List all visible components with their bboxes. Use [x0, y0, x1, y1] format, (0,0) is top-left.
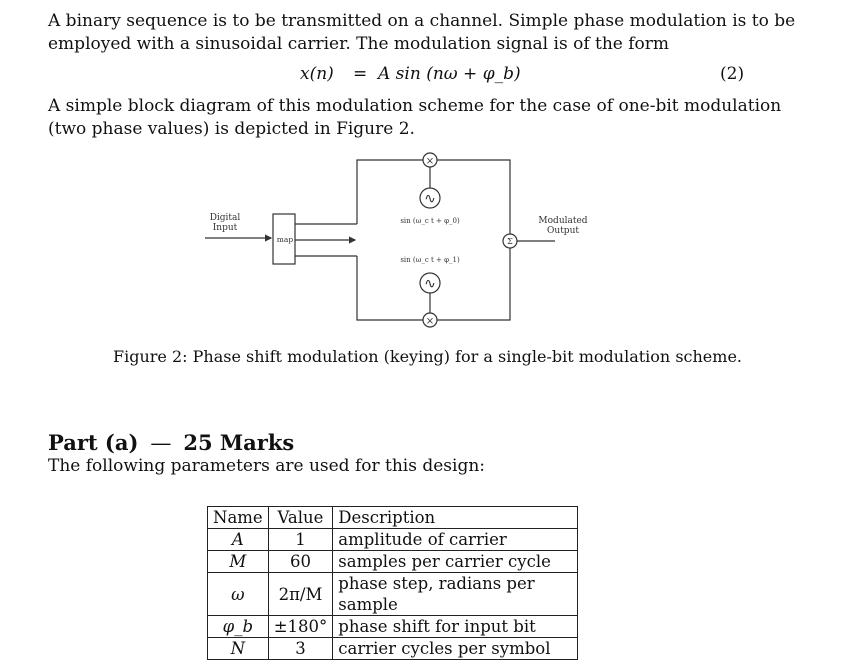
table-row	[208, 616, 578, 638]
output-label-1: Modulated	[538, 216, 588, 226]
input-label-2: Input	[212, 223, 238, 233]
param-name: M	[208, 551, 269, 573]
equation-rhs: A sin (nω + φ_b)	[378, 64, 521, 84]
lower-mult-icon: ×	[425, 316, 435, 327]
param-description: phase shift for input bit	[333, 616, 578, 638]
param-value: 60	[268, 551, 333, 573]
param-name: φ_b	[208, 616, 269, 638]
lower-sine-icon: ∿	[424, 276, 436, 292]
param-description: carrier cycles per symbol	[333, 638, 578, 660]
equation-number: (2)	[720, 64, 745, 84]
param-value: 2π/M	[268, 573, 333, 616]
table-row	[208, 551, 578, 573]
param-value: ±180°	[268, 616, 333, 638]
diagram-intro-paragraph: A simple block diagram of this modulation scheme for the case of one-bit modulation (two phase values) is depicted in Figure 2.	[48, 96, 782, 139]
param-description: amplitude of carrier	[333, 529, 578, 551]
equation-equals: =	[353, 64, 368, 84]
parameters-table	[207, 506, 578, 660]
table-header-row	[208, 507, 578, 529]
param-name: A	[208, 529, 269, 551]
sum-icon: Σ	[507, 237, 513, 246]
param-name: N	[208, 638, 269, 660]
equation-2	[0, 64, 855, 90]
part-marks: 25 Marks	[183, 430, 295, 455]
input-label-1: Digital	[209, 213, 241, 223]
upper-mult-icon: ×	[425, 156, 435, 167]
equation-lhs: x(n)	[300, 64, 334, 84]
map-label: map	[276, 235, 294, 244]
param-description: samples per carrier cycle	[333, 551, 578, 573]
figure-caption: Figure 2: Phase shift modulation (keying) for a single-bit modulation scheme.	[113, 347, 742, 366]
param-value: 3	[268, 638, 333, 660]
param-value: 1	[268, 529, 333, 551]
table-row	[208, 573, 578, 616]
param-name: ω	[208, 573, 269, 616]
upper-osc-label: sin (ω_c t + φ_0)	[400, 217, 460, 225]
param-description: phase step, radians per sample	[333, 573, 578, 616]
upper-left-rail	[357, 160, 423, 224]
lower-left-rail	[357, 256, 423, 320]
upper-sine-icon: ∿	[424, 191, 436, 207]
part-dash: —	[150, 431, 172, 455]
part-title: Part (a)	[48, 430, 139, 455]
table-row	[208, 529, 578, 551]
header-value: Value	[268, 507, 333, 529]
header-name: Name	[208, 507, 269, 529]
psk-block-diagram	[195, 150, 615, 335]
lower-osc-label: sin (ω_c t + φ_1)	[400, 256, 460, 264]
header-description: Description	[333, 507, 578, 529]
parameters-intro: The following parameters are used for this design:	[48, 456, 486, 476]
table-row	[208, 638, 578, 660]
part-heading	[48, 430, 294, 455]
intro-paragraph: A binary sequence is to be transmitted on a channel. Simple phase modulation is to be employed with a sinusoidal carrier. The modulation signal is of the form	[48, 11, 796, 54]
output-label-2: Output	[547, 226, 579, 236]
